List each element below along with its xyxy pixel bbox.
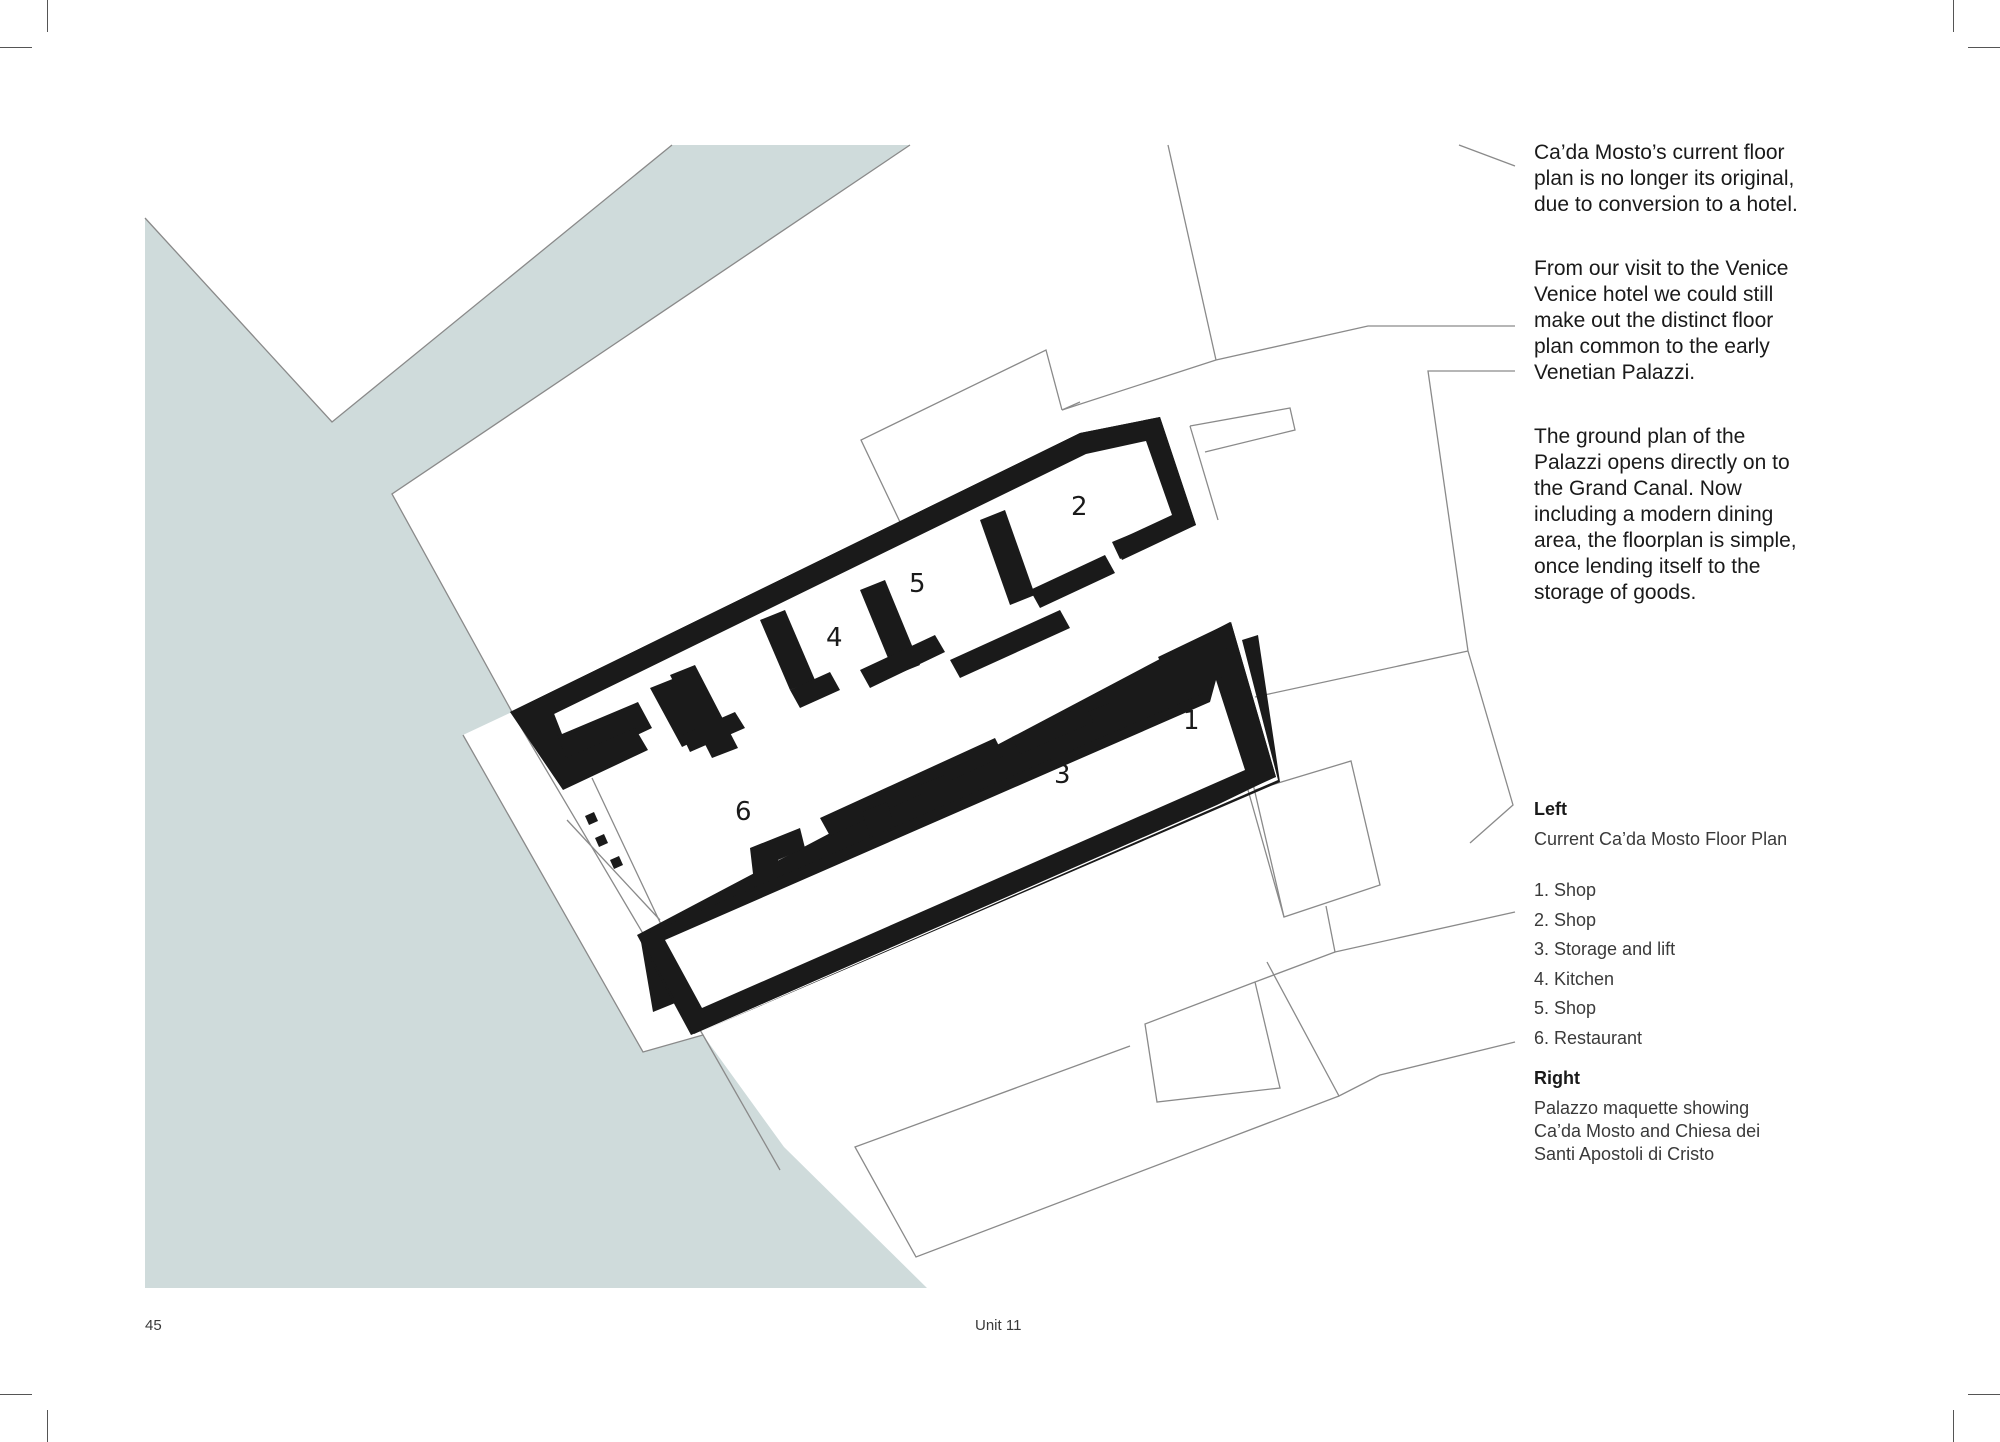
paragraph-visit: From our visit to the Venice Venice hotel we could still make out the distinct floor plan common to the early Venetian Palazzi. bbox=[1534, 257, 1789, 384]
legend-item: 2. Shop bbox=[1534, 909, 1597, 930]
caption-right-text: Palazzo maquette showing Ca’da Mosto and Chiesa dei Santi Apostoli di Cristo bbox=[1534, 1098, 1761, 1164]
legend-item: 4. Kitchen bbox=[1534, 968, 1615, 989]
room-number-1: 1 bbox=[1183, 706, 1200, 736]
legend-item: 6. Restaurant bbox=[1534, 1027, 1643, 1048]
paragraph-current-plan: Ca’da Mosto’s current floor plan is no longer its original, due to conversion to a hotel. bbox=[1534, 141, 1798, 216]
ca-da-mosto-inner-space bbox=[665, 680, 1245, 1008]
room-number-5: 5 bbox=[909, 569, 926, 599]
room-number-4: 4 bbox=[826, 623, 843, 653]
legend-item: 1. Shop bbox=[1534, 880, 1597, 900]
room-number-6: 6 bbox=[735, 797, 752, 827]
legend-item: 3. Storage and lift bbox=[1534, 939, 1676, 959]
room-legend bbox=[1534, 879, 1675, 1056]
unit-label: Unit 11 bbox=[975, 1317, 1022, 1334]
caption-left-heading: Left bbox=[1534, 799, 1567, 819]
room-number-2: 2 bbox=[1071, 492, 1088, 522]
legend-item: 5. Shop bbox=[1534, 998, 1597, 1018]
paragraph-ground-plan: The ground plan of the Palazzi opens directly on to the Grand Canal. Now including a modern dining area, the floorplan is simple, once lending itself to the storage of goods. bbox=[1534, 425, 1797, 604]
page-number: 45 bbox=[145, 1317, 162, 1334]
caption-right-heading: Right bbox=[1534, 1068, 1580, 1088]
room-number-3: 3 bbox=[1054, 760, 1071, 790]
caption-left-title: Current Ca’da Mosto Floor Plan bbox=[1534, 829, 1788, 849]
